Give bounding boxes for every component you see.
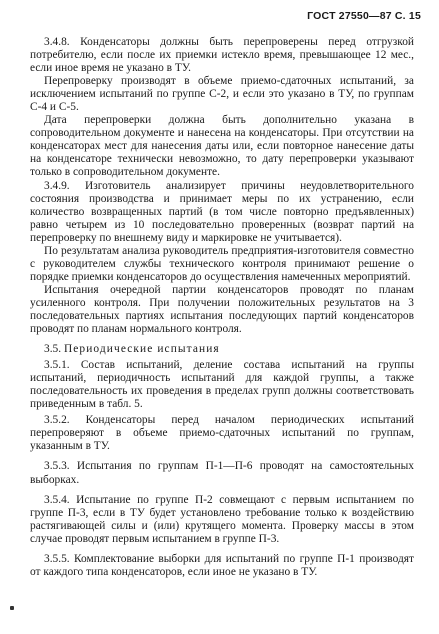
paragraph-recheck-scope: Перепроверку производят в объеме приемо-сдаточных испытаний, за исключением испытаний по группе С-2, и если это указано в ТУ, по группам С-4 и С-5. [30, 75, 414, 114]
paragraph-recheck-date: Дата перепроверки должна быть дополнительно указана в сопроводительном документе и нанесена на конденсаторы. При отсутствии на конденсаторах мест для нанесения даты или, если повторное нанесение даты на конденсаторе технически невозможно, то дату перепроверки указывают только в сопроводительном документе. [30, 114, 414, 179]
running-header: ГОСТ 27550—87 С. 15 [307, 10, 421, 22]
paragraph-3-5-3: 3.5.3. Испытания по группам П-1—П-6 проводят на самостоятельных выборках. [30, 460, 414, 486]
section-heading-3-5 [30, 343, 414, 356]
paragraph-3-5-2: 3.5.2. Конденсаторы перед началом периодических испытаний перепроверяют в объеме приемо-сдаточных испытаний по группам, указанным в ТУ. [30, 414, 414, 453]
paragraph-3-5-4: 3.5.4. Испытание по группе П-2 совмещают с первым испытанием по группе П-3, если в ТУ будет установлено требование только к воздействию растягивающей силы и (или) крутящего момента. Проверку массы в этом случае проводят первым испытанием в группе П-3. [30, 493, 414, 545]
paragraph-3-4-8: 3.4.8. Конденсаторы должны быть перепроверены перед отгрузкой потребителю, если после их приемки истекло время, превышающее 12 мес., если иное время не указано в ТУ. [30, 36, 414, 75]
section-title: Периодические испытания [63, 343, 220, 356]
section-number: 3.5. [44, 343, 62, 356]
document-body [30, 36, 414, 579]
paragraph-analysis-results: По результатам анализа руководитель предприятия-изготовителя совместно с руководителем службы технического контроля принимают решение о порядке приемки конденсаторов до осуществления намеченных мероприятий. [30, 244, 414, 283]
paragraph-3-5-1: 3.5.1. Состав испытаний, деление состава испытаний на группы испытаний, периодичность испытаний для каждой группы, а также последовательность их проведения в пределах групп должны соответствовать приведенным в табл. 5. [30, 359, 414, 411]
margin-mark [10, 606, 14, 610]
paragraph-tightened-control: Испытания очередной партии конденсаторов проводят по планам усиленного контроля. При получении положительных результатов на 3 последовательных партиях испытания последующих партий конденсаторов проводят по планам нормального контроля. [30, 283, 414, 336]
paragraph-3-4-9: 3.4.9. Изготовитель анализирует причины неудовлетворительного состояния производства и принимает меры по их устранению, если количество возвращенных партий (в том числе повторно предъявленных) равно четырем из 10 последовательно проверенных (возврат партий на перепроверку по внешнему виду и маркировке не учитывается). [30, 179, 414, 244]
paragraph-3-5-5: 3.5.5. Комплектование выборки для испытаний по группе П-1 производят от каждого типа конденсаторов, если иное не указано в ТУ. [30, 552, 414, 578]
